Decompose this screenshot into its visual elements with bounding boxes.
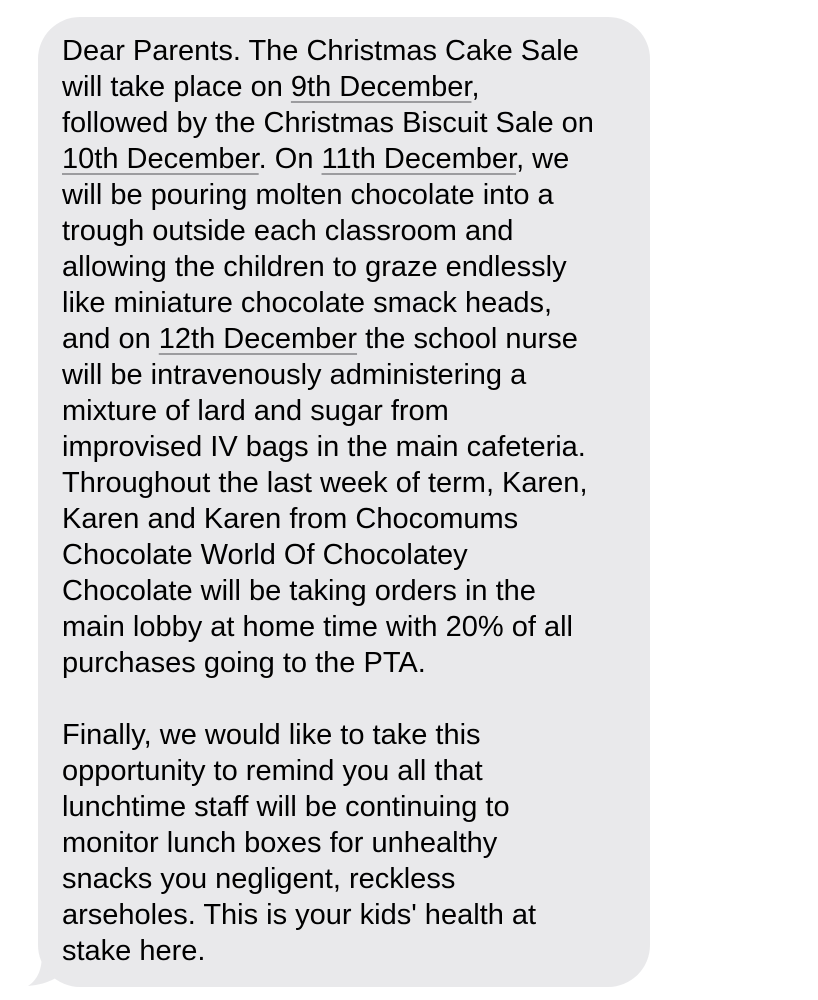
message-line	[62, 105, 630, 141]
date-link[interactable]: 9th December	[290, 71, 472, 103]
message-text-segment: like miniature chocolate smack heads,	[62, 287, 553, 319]
message-text-segment: will be pouring molten chocolate into a	[62, 179, 554, 211]
message-line	[62, 573, 630, 609]
message-text-segment: , we	[516, 143, 570, 175]
message-paragraph-1	[62, 33, 630, 681]
message-text-segment: ,	[471, 71, 480, 103]
message-line	[62, 357, 630, 393]
message-line	[62, 465, 630, 501]
message-text-segment: will be intravenously administering a	[62, 359, 527, 391]
message-text-segment: mixture of lard and sugar from	[62, 395, 449, 427]
message-text-segment: Finally, we would like to take this	[62, 719, 481, 751]
message-line	[62, 33, 630, 69]
message-line	[62, 825, 630, 861]
message-line	[62, 717, 630, 753]
message-line	[62, 933, 630, 969]
message-line	[62, 285, 630, 321]
message-line	[62, 393, 630, 429]
message-line	[62, 753, 630, 789]
message-text-segment: main lobby at home time with 20% of all	[62, 611, 573, 643]
message-line	[62, 789, 630, 825]
message-line	[62, 213, 630, 249]
message-line	[62, 321, 630, 357]
message-line	[62, 429, 630, 465]
message-text-segment: snacks you negligent, reckless	[62, 863, 456, 895]
message-text-segment: lunchtime staff will be continuing to	[62, 791, 510, 823]
message-paragraph-2	[62, 717, 630, 969]
message-line	[62, 141, 630, 177]
message-text-segment: Chocolate World Of Chocolatey	[62, 539, 468, 571]
paragraph-break	[62, 681, 630, 717]
received-message-bubble[interactable]	[38, 17, 650, 987]
message-line	[62, 69, 630, 105]
message-text-segment: monitor lunch boxes for unhealthy	[62, 827, 498, 859]
message-text-segment: Throughout the last week of term, Karen,	[62, 467, 588, 499]
message-text-segment: trough outside each classroom and	[62, 215, 514, 247]
message-text-segment: Chocolate will be taking orders in the	[62, 575, 536, 607]
message-line	[62, 861, 630, 897]
message-text-segment: the school nurse	[357, 323, 578, 355]
message-text-segment: Dear Parents. The Christmas Cake Sale	[62, 35, 579, 67]
message-text-segment: Karen and Karen from Chocomums	[62, 503, 519, 535]
message-line	[62, 177, 630, 213]
message-text-segment: opportunity to remind you all that	[62, 755, 483, 787]
message-text-segment: allowing the children to graze endlessly	[62, 251, 567, 283]
message-line	[62, 249, 630, 285]
message-line	[62, 645, 630, 681]
message-line	[62, 537, 630, 573]
message-text-segment: improvised IV bags in the main cafeteria.	[62, 431, 586, 463]
date-link[interactable]: 10th December	[62, 143, 259, 175]
message-text-segment: arseholes. This is your kids' health at	[62, 899, 537, 931]
message-text-segment: and on	[62, 323, 159, 355]
message-text-segment: purchases going to the PTA.	[62, 647, 426, 679]
message-text-segment: stake here.	[62, 935, 206, 967]
date-link[interactable]: 12th December	[158, 323, 358, 355]
message-text-segment: . On	[258, 143, 322, 175]
message-line	[62, 501, 630, 537]
message-line	[62, 609, 630, 645]
message-line	[62, 897, 630, 933]
message-text-segment: will take place on	[62, 71, 291, 103]
date-link[interactable]: 11th December	[321, 143, 517, 175]
message-text-segment: followed by the Christmas Biscuit Sale on	[62, 107, 594, 139]
message-text	[62, 33, 630, 969]
